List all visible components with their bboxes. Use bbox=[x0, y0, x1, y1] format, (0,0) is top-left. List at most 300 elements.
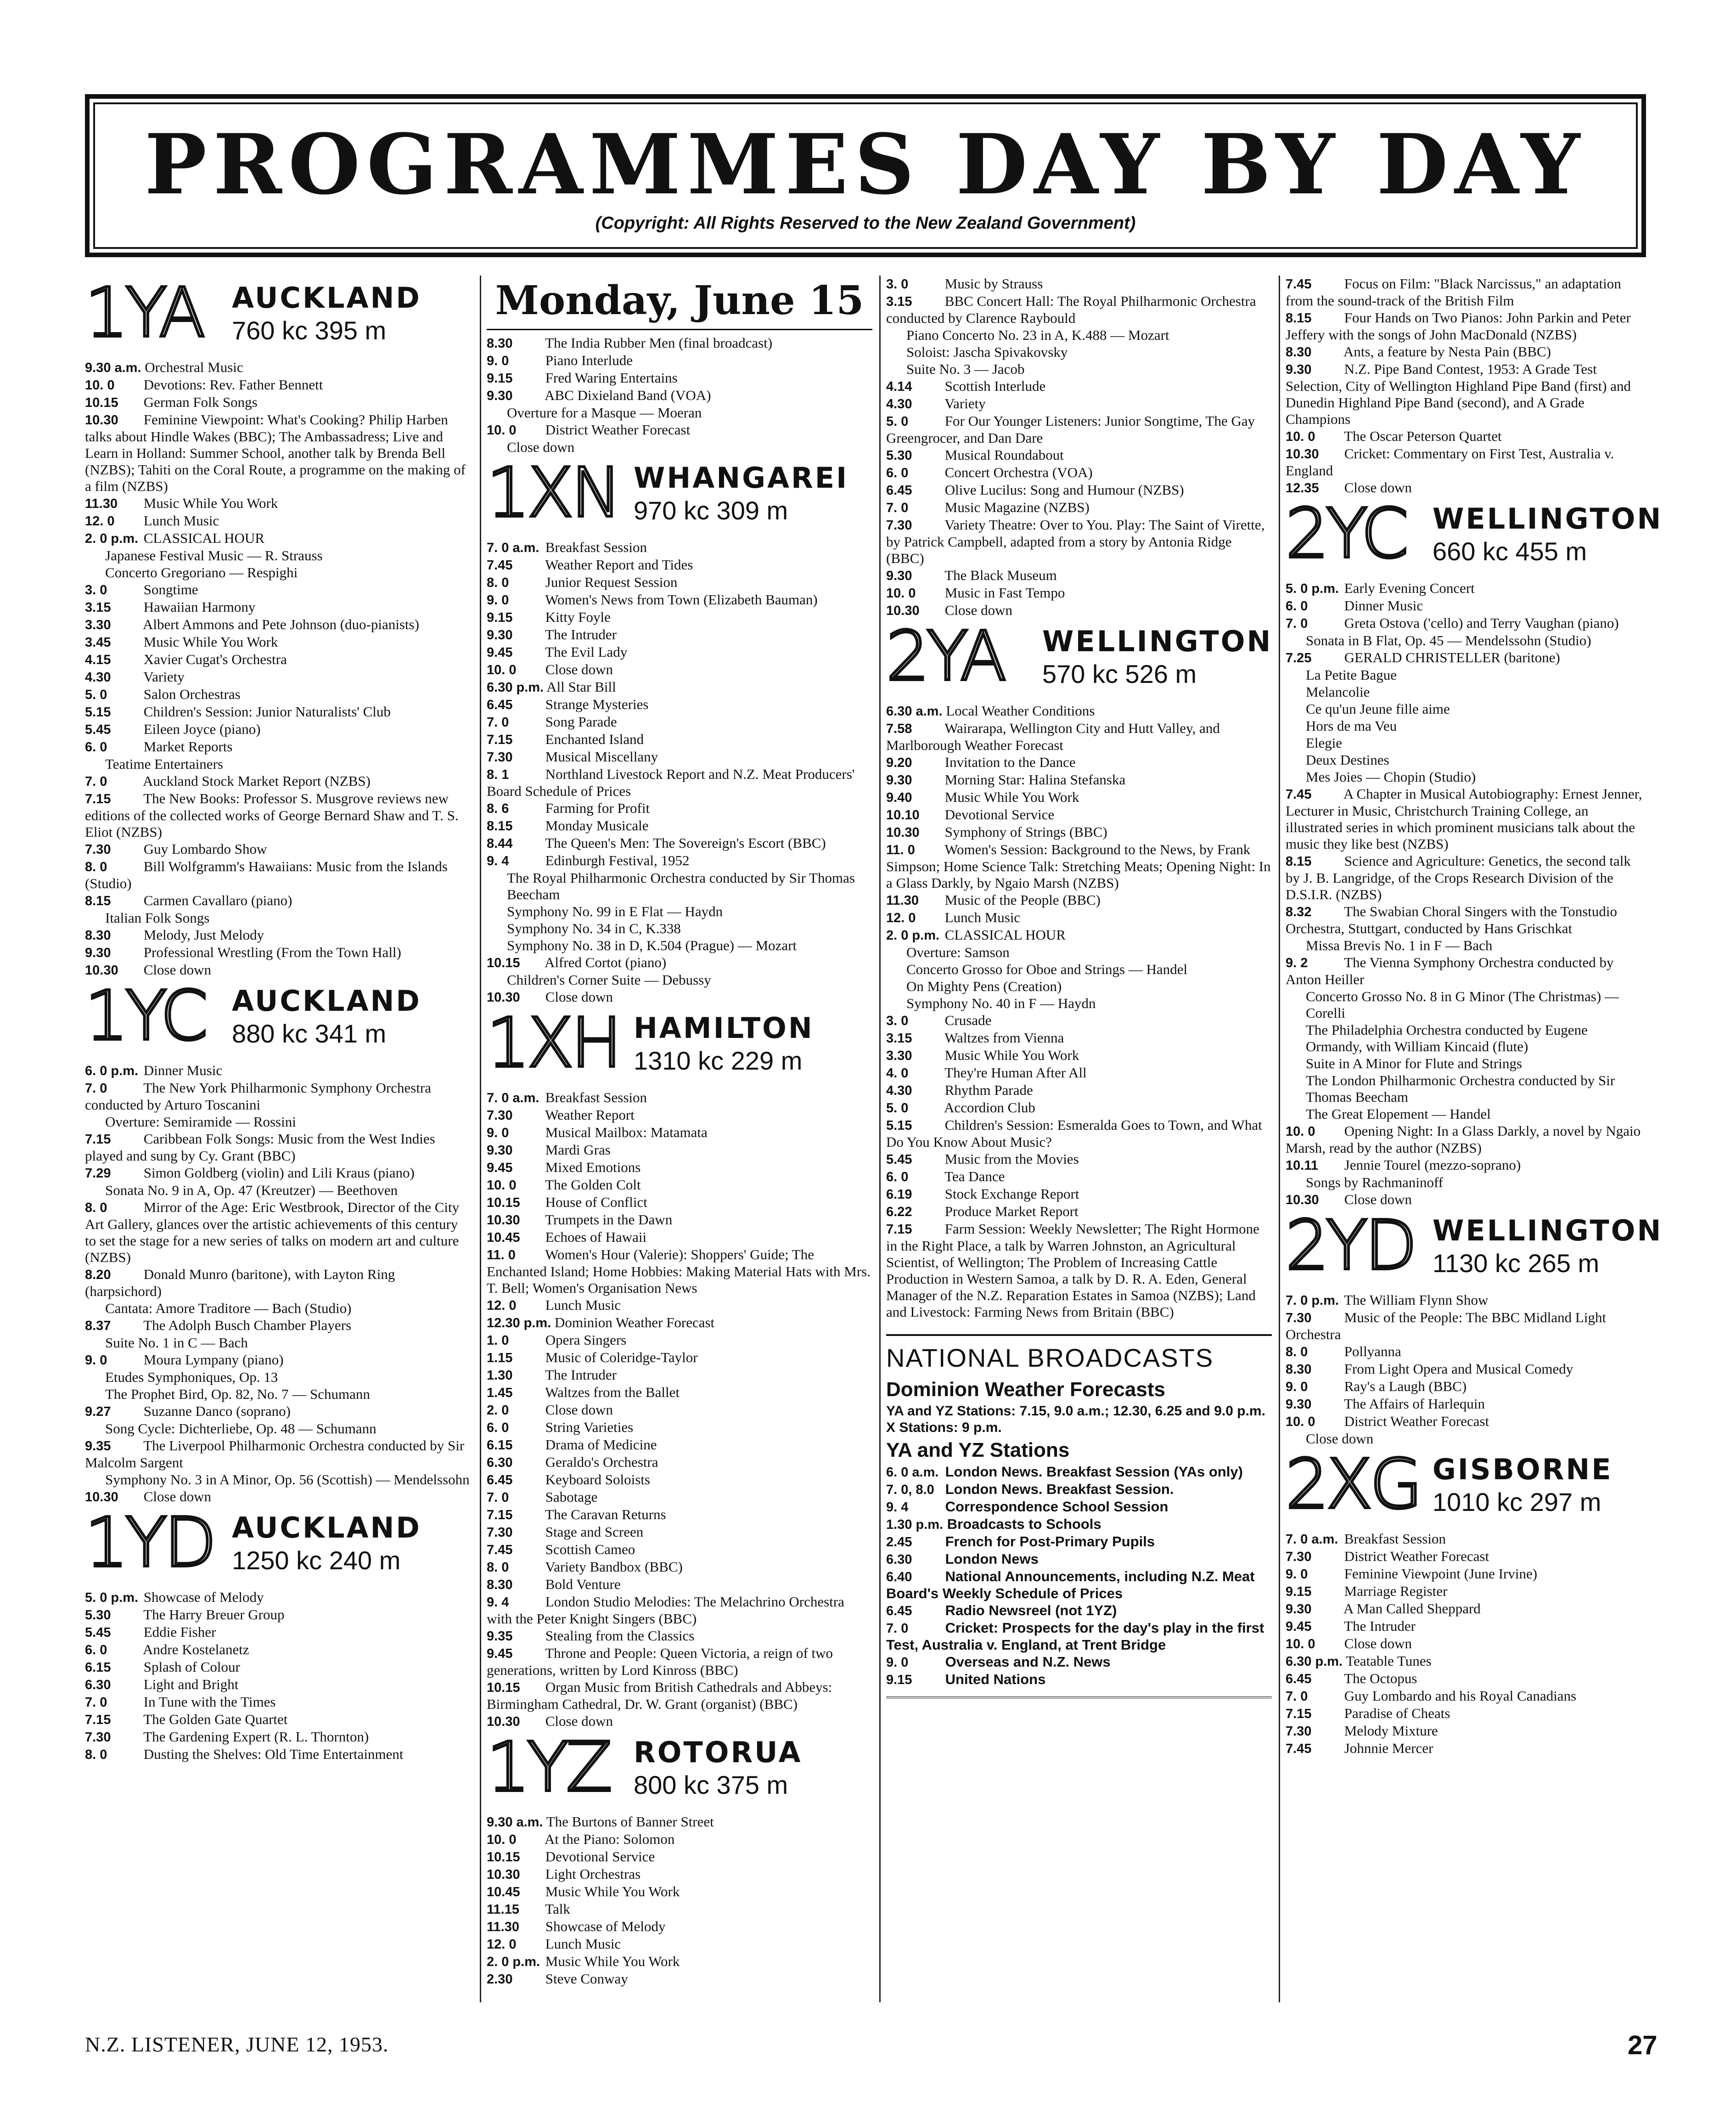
programme-time: 6.45 bbox=[487, 698, 513, 712]
programme-entry bbox=[487, 920, 872, 937]
programme-entry bbox=[886, 1602, 1272, 1619]
programme-title: District Weather Forecast bbox=[1344, 1548, 1489, 1564]
programme-entry bbox=[487, 1229, 872, 1246]
programme-title: Donald Munro (baritone), with Layton Ring (harpsichord) bbox=[85, 1266, 395, 1299]
station-frequency: 970 kc 309 m bbox=[634, 496, 788, 525]
programme-time: 9.45 bbox=[487, 1646, 513, 1661]
programme-title: Musical Mailbox: Matamata bbox=[545, 1124, 708, 1140]
programme-time: 10.30 bbox=[85, 1490, 118, 1504]
programme-entry bbox=[1286, 1670, 1644, 1687]
programme-time: 9. 0 bbox=[886, 1655, 909, 1670]
programme-entry bbox=[886, 892, 1272, 909]
programme-entry bbox=[1286, 1688, 1644, 1705]
programme-entry bbox=[487, 539, 872, 556]
programme-title: Lunch Music bbox=[944, 909, 1021, 925]
programme-title: Geraldo's Orchestra bbox=[545, 1454, 658, 1470]
programme-title: The New Books: Professor S. Musgrove reviews new editions of the collected works of George Bernard Shaw and T. S. Eliot (NZBS) bbox=[85, 790, 459, 840]
programme-title: Bold Venture bbox=[545, 1576, 621, 1592]
programme-entry bbox=[85, 411, 471, 495]
programme-time: 10.10 bbox=[886, 808, 920, 823]
programme-title: Orchestral Music bbox=[145, 359, 243, 375]
station-city: AUCKLAND bbox=[232, 984, 421, 1018]
programme-title: Paradise of Cheats bbox=[1344, 1705, 1450, 1721]
programme-time: 7.45 bbox=[1286, 787, 1312, 802]
programme-entry bbox=[85, 790, 471, 840]
programme-entry bbox=[487, 1901, 872, 1918]
column-2 bbox=[487, 276, 872, 1988]
programme-title: District Weather Forecast bbox=[1344, 1413, 1489, 1429]
programme-title: The Philadelphia Orchestra conducted by Eugene Ormandy, with William Kincaid (flute) bbox=[1306, 1022, 1588, 1054]
programme-time: 10.30 bbox=[886, 825, 920, 840]
programme-time: 5.45 bbox=[85, 1625, 111, 1640]
programme-entry bbox=[886, 464, 1272, 481]
programme-title: Variety Theatre: Over to You. Play: The Saint of Virette, by Patrick Campbell, adapted from a story by Antonia Ridge (BBC) bbox=[886, 517, 1265, 566]
programme-entry bbox=[886, 1012, 1272, 1029]
programme-time: 9. 0 bbox=[487, 593, 509, 608]
programme-entry bbox=[886, 517, 1272, 567]
programme-time: 9.30 bbox=[1286, 1397, 1312, 1412]
programme-list-2yc bbox=[1286, 580, 1644, 1208]
programme-time: 9.15 bbox=[1286, 1584, 1312, 1599]
station-city: HAMILTON bbox=[634, 1011, 814, 1045]
programme-entry bbox=[85, 1694, 471, 1711]
programme-entry bbox=[1286, 903, 1644, 937]
programme-time: 7.15 bbox=[487, 733, 513, 747]
programme-title: Guy Lombardo Show bbox=[143, 841, 267, 857]
programme-title: Edinburgh Festival, 1952 bbox=[545, 852, 690, 868]
programme-entry bbox=[487, 903, 872, 920]
programme-title: Hors de ma Veu bbox=[1306, 718, 1397, 734]
programme-time: 9. 4 bbox=[487, 1595, 509, 1610]
programme-entry bbox=[1286, 1022, 1644, 1055]
programme-entry bbox=[1286, 445, 1644, 479]
programme-entry bbox=[85, 599, 471, 616]
programme-time: 8.32 bbox=[1286, 905, 1312, 919]
programme-time: 7.30 bbox=[85, 1730, 111, 1745]
programme-title: Devotional Service bbox=[944, 806, 1055, 823]
programme-title: The New York Philharmonic Symphony Orchestra conducted by Arturo Toscanini bbox=[85, 1080, 432, 1113]
programme-title: Moura Lympany (piano) bbox=[143, 1352, 284, 1368]
programme-title: Splash of Colour bbox=[143, 1659, 240, 1675]
programme-time: 11.15 bbox=[487, 1902, 519, 1917]
programme-time: 10.15 bbox=[487, 956, 520, 970]
programme-entry bbox=[1286, 1653, 1644, 1670]
programme-entry bbox=[85, 669, 471, 686]
programme-entry bbox=[1286, 1413, 1644, 1430]
programme-entry bbox=[85, 1300, 471, 1317]
programme-entry bbox=[1286, 701, 1644, 717]
programme-time: 6. 0 bbox=[886, 1170, 909, 1184]
programme-title: Stock Exchange Report bbox=[944, 1186, 1079, 1202]
programme-entry bbox=[487, 1645, 872, 1679]
programme-time: 2. 0 p.m. bbox=[85, 531, 139, 546]
programme-time: 7. 0 bbox=[1286, 616, 1308, 631]
programme-entry bbox=[85, 1386, 471, 1403]
programme-title: Suite in A Minor for Flute and Strings bbox=[1306, 1055, 1523, 1071]
programme-title: Ce qu'un Jeune fille aime bbox=[1306, 701, 1450, 717]
programme-entry bbox=[487, 1883, 872, 1900]
programme-list-2xg bbox=[1286, 1531, 1644, 1757]
programme-entry bbox=[85, 1589, 471, 1606]
programme-title: Children's Session: Esmeralda Goes to Town, and What Do You Know About Music? bbox=[886, 1117, 1262, 1150]
programme-entry bbox=[487, 387, 872, 404]
programme-title: Close down bbox=[545, 989, 613, 1005]
station-call-sign: 1YD bbox=[85, 1503, 214, 1582]
programme-entry bbox=[886, 978, 1272, 995]
programme-entry bbox=[487, 1314, 872, 1331]
programme-title: Wairarapa, Wellington City and Hutt Valley, and Marlborough Weather Forecast bbox=[886, 720, 1220, 753]
station-city: GISBORNE bbox=[1433, 1453, 1613, 1486]
programme-entry bbox=[85, 892, 471, 909]
programme-entry bbox=[487, 1437, 872, 1454]
programme-time: 10. 0 bbox=[487, 663, 517, 677]
programme-time: 11.30 bbox=[487, 1920, 519, 1934]
programme-entry bbox=[487, 1089, 872, 1106]
programme-title: Opening Night: In a Glass Darkly, a novel by Ngaio Marsh, read by the author (NZBS) bbox=[1286, 1123, 1641, 1156]
programme-title: Lunch Music bbox=[545, 1297, 621, 1313]
programme-entry bbox=[487, 1953, 872, 1970]
programme-time: 10. 0 bbox=[1286, 429, 1315, 444]
programme-title: Fred Waring Entertains bbox=[545, 370, 678, 386]
programme-time: 5. 0 p.m. bbox=[85, 1590, 139, 1605]
programme-time: 6.30 p.m. bbox=[487, 680, 544, 695]
programme-title: Women's Hour (Valerie): Shoppers' Guide; The Enchanted Island; Home Hobbies: Making Material Hats with Mrs. T. Bell; Women's Organisation News bbox=[487, 1246, 871, 1296]
programme-title: Feminine Viewpoint: What's Cooking? Philip Harben talks about Hindle Wakes (BBC); The Ambassadress; Live and Learn in Holland: Summer School, another talk by Brenda Bell (NZBS); Tahiti on the Coral Route, a programme on the making of a film (NZBS) bbox=[85, 411, 466, 494]
copyright-notice: (Copyright: All Rights Reserved to the New Zealand Government) bbox=[595, 214, 1136, 233]
programme-entry bbox=[487, 1524, 872, 1541]
programme-title: Monday Musicale bbox=[545, 817, 649, 834]
programme-time: 9.27 bbox=[85, 1404, 111, 1419]
programme-time: 9.45 bbox=[487, 645, 513, 660]
station-city: ROTORUA bbox=[634, 1735, 803, 1769]
programme-title: Marriage Register bbox=[1344, 1583, 1448, 1599]
programme-title: Waltzes from Vienna bbox=[944, 1030, 1064, 1046]
programme-title: Scottish Cameo bbox=[545, 1541, 635, 1557]
programme-time: 9.45 bbox=[1286, 1619, 1312, 1634]
programme-time: 2. 0 p.m. bbox=[886, 928, 940, 943]
programme-title: Suzanne Danco (soprano) bbox=[143, 1403, 291, 1419]
programme-entry bbox=[886, 995, 1272, 1012]
programme-entry bbox=[487, 835, 872, 852]
programme-time: 9. 0 bbox=[1286, 1380, 1308, 1394]
programme-entry bbox=[487, 1559, 872, 1576]
programme-time: 5.45 bbox=[85, 722, 111, 737]
programme-entry bbox=[1286, 954, 1644, 988]
programme-entry bbox=[487, 592, 872, 609]
programme-entry bbox=[886, 293, 1272, 327]
programme-list-2yd bbox=[1286, 1292, 1644, 1447]
programme-title: Broadcasts to Schools bbox=[947, 1516, 1101, 1532]
programme-entry bbox=[487, 370, 872, 387]
programme-entry bbox=[85, 1659, 471, 1676]
programme-entry bbox=[487, 1576, 872, 1593]
programme-entry bbox=[1286, 1548, 1644, 1565]
programme-time: 10. 0 bbox=[85, 378, 115, 393]
programme-entry bbox=[85, 756, 471, 772]
programme-entry bbox=[85, 686, 471, 703]
programme-entry bbox=[886, 1620, 1272, 1653]
programme-entry bbox=[85, 1746, 471, 1763]
programme-title: Symphony No. 34 in C, K.338 bbox=[507, 920, 681, 936]
programme-title: Overture: Samson bbox=[906, 944, 1010, 960]
programme-entry bbox=[886, 1030, 1272, 1047]
programme-entry bbox=[1286, 1396, 1644, 1413]
programme-title: Steve Conway bbox=[545, 1971, 628, 1987]
station-city: WELLINGTON bbox=[1042, 625, 1273, 658]
programme-entry bbox=[1286, 1740, 1644, 1757]
station-city: AUCKLAND bbox=[232, 281, 421, 315]
programme-title: Close down bbox=[545, 661, 613, 677]
station-header-1yc bbox=[85, 976, 471, 1059]
programme-time: 7.58 bbox=[886, 721, 912, 736]
programme-entry bbox=[886, 361, 1272, 378]
programme-entry bbox=[487, 1177, 872, 1194]
programme-time: 8.30 bbox=[487, 336, 513, 351]
programme-time: 10.30 bbox=[1286, 1193, 1319, 1207]
programme-entry bbox=[886, 395, 1272, 412]
programme-title: Correspondence School Session bbox=[945, 1499, 1169, 1515]
programme-entry bbox=[886, 1481, 1272, 1498]
programme-time: 11.30 bbox=[886, 893, 919, 908]
programme-entry bbox=[487, 626, 872, 643]
station-header-1yz bbox=[487, 1728, 872, 1811]
programme-entry bbox=[85, 530, 471, 547]
programme-time: 2.45 bbox=[886, 1535, 912, 1550]
programme-title: German Folk Songs bbox=[143, 394, 258, 410]
programme-entry bbox=[85, 1403, 471, 1420]
programme-time: 12.30 p.m. bbox=[487, 1316, 551, 1330]
programme-entry bbox=[487, 937, 872, 954]
programme-time: 7. 0 bbox=[487, 1490, 509, 1505]
programme-time: 6.22 bbox=[886, 1205, 912, 1219]
programme-time: 7.30 bbox=[487, 1108, 513, 1123]
programme-title: Stage and Screen bbox=[545, 1524, 644, 1540]
forecast-line: X Stations: 9 p.m. bbox=[886, 1420, 1002, 1435]
programme-time: 9.30 bbox=[1286, 362, 1312, 377]
programme-entry bbox=[1286, 615, 1644, 632]
programme-title: Overture: Semiramide — Rossini bbox=[105, 1114, 296, 1130]
national-programme-list bbox=[886, 1464, 1272, 1688]
programme-entry bbox=[85, 495, 471, 512]
programme-title: Song Parade bbox=[545, 714, 617, 730]
programme-title: Variety bbox=[143, 669, 185, 685]
programme-time: 5. 0 p.m. bbox=[1286, 581, 1339, 596]
programme-title: Lunch Music bbox=[545, 1936, 621, 1952]
programme-title: The India Rubber Men (final broadcast) bbox=[545, 335, 773, 351]
programme-entry bbox=[85, 547, 471, 564]
programme-time: 7.29 bbox=[85, 1166, 111, 1181]
programme-title: Symphony No. 3 in A Minor, Op. 56 (Scottish) — Mendelssohn bbox=[105, 1471, 470, 1488]
divider bbox=[886, 1692, 1272, 1698]
programme-title: On Mighty Pens (Creation) bbox=[906, 978, 1062, 994]
programme-title: Music While You Work bbox=[944, 789, 1079, 805]
programme-entry bbox=[886, 413, 1272, 446]
programme-title: House of Conflict bbox=[545, 1194, 647, 1210]
programme-entry bbox=[1286, 1635, 1644, 1652]
programme-title: N.Z. Pipe Band Contest, 1953: A Grade Test Selection, City of Wellington Highland Pipe Band (first) and Dunedin Highland Pipe Band (second), and A Grade Champions bbox=[1286, 361, 1631, 427]
programme-entry bbox=[85, 634, 471, 651]
programme-title: Farm Session: Weekly Newsletter; The Right Hormone in the Right Place, a talk by Warren Johnston, an Agricultural Scientist, of Wellington; The Problem of Increasing Cattle Production in Western Samoa, a talk by D. R. A. Eden, General Manager of the N.Z. Reparation Estates in Samoa (NZBS); Land and Livestock: Farming News from Britain (BBC) bbox=[886, 1221, 1259, 1320]
programme-title: Opera Singers bbox=[545, 1332, 627, 1348]
programme-time: 8. 0 bbox=[85, 860, 107, 874]
programme-time: 7. 0 bbox=[85, 774, 107, 789]
programme-time: 10.30 bbox=[487, 1714, 520, 1729]
programme-title: Teatime Entertainers bbox=[105, 756, 223, 772]
programme-time: 10. 0 bbox=[1286, 1637, 1315, 1651]
programme-time: 9.20 bbox=[886, 755, 912, 770]
programme-entry bbox=[1286, 937, 1644, 954]
programme-entry bbox=[886, 567, 1272, 584]
programme-title: Pollyanna bbox=[1344, 1343, 1401, 1359]
programme-time: 6. 0 bbox=[85, 740, 107, 755]
programme-entry bbox=[886, 1203, 1272, 1220]
programme-entry bbox=[487, 852, 872, 869]
programme-entry bbox=[886, 789, 1272, 806]
programme-entry bbox=[487, 1384, 872, 1401]
programme-title: Women's Session: Background to the News, by Frank Simpson; Home Science Talk: Stretching Meats; Opening Night: In a Glass Darkly, by Ngaio Marsh (NZBS) bbox=[886, 841, 1271, 891]
programme-time: 9.30 bbox=[487, 1143, 513, 1158]
programme-title: Organ Music from British Cathedrals and Abbeys: Birmingham Cathedral, Dr. W. Grant (organist) (BBC) bbox=[487, 1679, 832, 1712]
programme-time: 3.45 bbox=[85, 635, 111, 650]
programme-time: 8.30 bbox=[487, 1578, 513, 1592]
programme-time: 7.15 bbox=[85, 792, 111, 806]
programme-time: 9. 4 bbox=[487, 854, 509, 868]
programme-entry bbox=[487, 1866, 872, 1883]
station-frequency: 570 kc 526 m bbox=[1042, 659, 1197, 688]
programme-entry bbox=[487, 1419, 872, 1436]
programme-time: 6. 0 bbox=[487, 1420, 509, 1435]
programme-entry bbox=[1286, 361, 1644, 428]
programme-time: 11. 0 bbox=[487, 1248, 516, 1262]
programme-title: Mixed Emotions bbox=[545, 1159, 641, 1175]
column-divider bbox=[480, 276, 481, 2002]
programme-title: Overture for a Masque — Moeran bbox=[507, 405, 702, 421]
programme-entry bbox=[886, 1516, 1272, 1533]
station-header-1xh bbox=[487, 1003, 872, 1087]
programme-title: Showcase of Melody bbox=[143, 1589, 264, 1605]
programme-time: 8.15 bbox=[85, 894, 111, 908]
programme-time: 8. 6 bbox=[487, 801, 509, 816]
programme-time: 12.35 bbox=[1286, 481, 1319, 496]
programme-list-1xn bbox=[487, 539, 872, 1006]
programme-title: Variety bbox=[944, 395, 986, 411]
programme-title: Missa Brevis No. 1 in F — Bach bbox=[1306, 937, 1493, 953]
programme-title: The Evil Lady bbox=[545, 644, 628, 660]
programme-title: Bill Wolfgramm's Hawaiians: Music from the Islands (Studio) bbox=[85, 858, 448, 891]
programme-entry bbox=[487, 696, 872, 713]
programme-time: 10. 0 bbox=[1286, 1124, 1315, 1139]
programme-time: 10.30 bbox=[487, 1867, 520, 1882]
programme-time: 9.30 bbox=[85, 946, 111, 960]
station-header-1xn bbox=[487, 453, 872, 536]
programme-time: 3.15 bbox=[886, 294, 912, 309]
programme-time: 6. 0 bbox=[1286, 599, 1308, 614]
programme-time: 10. 0 bbox=[487, 1832, 517, 1847]
programme-entry bbox=[886, 772, 1272, 789]
programme-title: Suite No. 1 in C — Bach bbox=[105, 1335, 248, 1351]
station-header-2yd bbox=[1286, 1206, 1663, 1289]
programme-title: The Caravan Returns bbox=[545, 1506, 666, 1522]
programme-title: Music of Coleridge-Taylor bbox=[545, 1349, 698, 1365]
column-4 bbox=[1286, 276, 1663, 1758]
programme-title: Mardi Gras bbox=[545, 1142, 611, 1158]
programme-title: Cantata: Amore Traditore — Bach (Studio) bbox=[105, 1300, 352, 1316]
programme-time: 10.30 bbox=[487, 1213, 520, 1228]
programme-title: The Adolph Busch Chamber Players bbox=[143, 1317, 352, 1333]
programme-title: Songtime bbox=[143, 581, 198, 597]
programme-time: 3. 0 bbox=[886, 277, 909, 292]
programme-entry bbox=[487, 1367, 872, 1384]
programme-title: Northland Livestock Report and N.Z. Meat Producers' Board Schedule of Prices bbox=[487, 766, 855, 799]
programme-title: Albert Ammons and Pete Johnson (duo-pianists) bbox=[143, 616, 419, 632]
programme-title: Invitation to the Dance bbox=[944, 754, 1076, 770]
programme-title: National Announcements, including N.Z. Meat Board's Weekly Schedule of Prices bbox=[886, 1568, 1255, 1601]
day-heading: Monday, June 15 bbox=[487, 276, 872, 330]
programme-entry bbox=[487, 335, 872, 352]
masthead bbox=[85, 94, 1646, 257]
programme-title: Dinner Music bbox=[143, 1062, 223, 1078]
programme-title: CLASSICAL HOUR bbox=[143, 530, 264, 546]
programme-time: 7.15 bbox=[487, 1508, 513, 1522]
programme-time: 5.30 bbox=[85, 1608, 111, 1623]
programme-entry bbox=[1286, 428, 1644, 445]
programme-time: 12. 0 bbox=[85, 514, 115, 529]
programme-entry bbox=[85, 1199, 471, 1266]
programme-entry bbox=[85, 910, 471, 926]
programme-title: Carmen Cavallaro (piano) bbox=[143, 892, 292, 908]
programme-title: Symphony No. 40 in F — Haydn bbox=[906, 995, 1096, 1011]
station-call-sign: 1YA bbox=[85, 273, 203, 352]
programme-time: 6. 0 p.m. bbox=[85, 1064, 139, 1078]
programme-title: Enchanted Island bbox=[545, 731, 644, 747]
programme-entry bbox=[1286, 649, 1644, 666]
programme-entry bbox=[487, 1402, 872, 1419]
column-1 bbox=[85, 273, 471, 1764]
programme-time: 6.30 bbox=[487, 1455, 513, 1470]
programme-entry bbox=[487, 1679, 872, 1713]
programme-title: BBC Concert Hall: The Royal Philharmonic Orchestra conducted by Clarence Raybould bbox=[886, 293, 1256, 326]
programme-title: Eileen Joyce (piano) bbox=[143, 721, 261, 737]
station-call-sign: 2YD bbox=[1286, 1206, 1415, 1285]
programme-time: 6.45 bbox=[487, 1473, 513, 1488]
programme-time: 5.45 bbox=[886, 1152, 912, 1167]
programme-time: 7.30 bbox=[1286, 1724, 1312, 1739]
programme-time: 9.35 bbox=[85, 1439, 111, 1454]
programme-time: 9.30 bbox=[487, 628, 513, 642]
programme-entry bbox=[1286, 667, 1644, 683]
programme-entry bbox=[886, 754, 1272, 771]
programme-time: 1.15 bbox=[487, 1351, 513, 1365]
programme-entry bbox=[487, 1541, 872, 1558]
programme-entry bbox=[1286, 310, 1644, 343]
station-city: WHANGAREI bbox=[634, 461, 849, 495]
programme-entry bbox=[1286, 632, 1644, 649]
programme-title: Close down bbox=[143, 962, 211, 978]
programme-title: The Affairs of Harlequin bbox=[1344, 1396, 1485, 1412]
programme-entry bbox=[85, 1080, 471, 1113]
programme-title: Accordion Club bbox=[944, 1099, 1035, 1116]
programme-time: 10.15 bbox=[85, 395, 118, 410]
programme-entry bbox=[85, 1606, 471, 1623]
programme-entry bbox=[85, 858, 471, 892]
programme-entry bbox=[886, 585, 1272, 602]
programme-entry bbox=[85, 1165, 471, 1182]
programme-title: The William Flynn Show bbox=[1344, 1292, 1489, 1308]
programme-title: Cricket: Commentary on First Test, Australia v. England bbox=[1286, 445, 1614, 479]
programme-title: Light and Bright bbox=[143, 1676, 239, 1692]
programme-title: Dominion Weather Forecast bbox=[555, 1314, 715, 1330]
station-call-sign: 1XH bbox=[487, 1003, 619, 1082]
